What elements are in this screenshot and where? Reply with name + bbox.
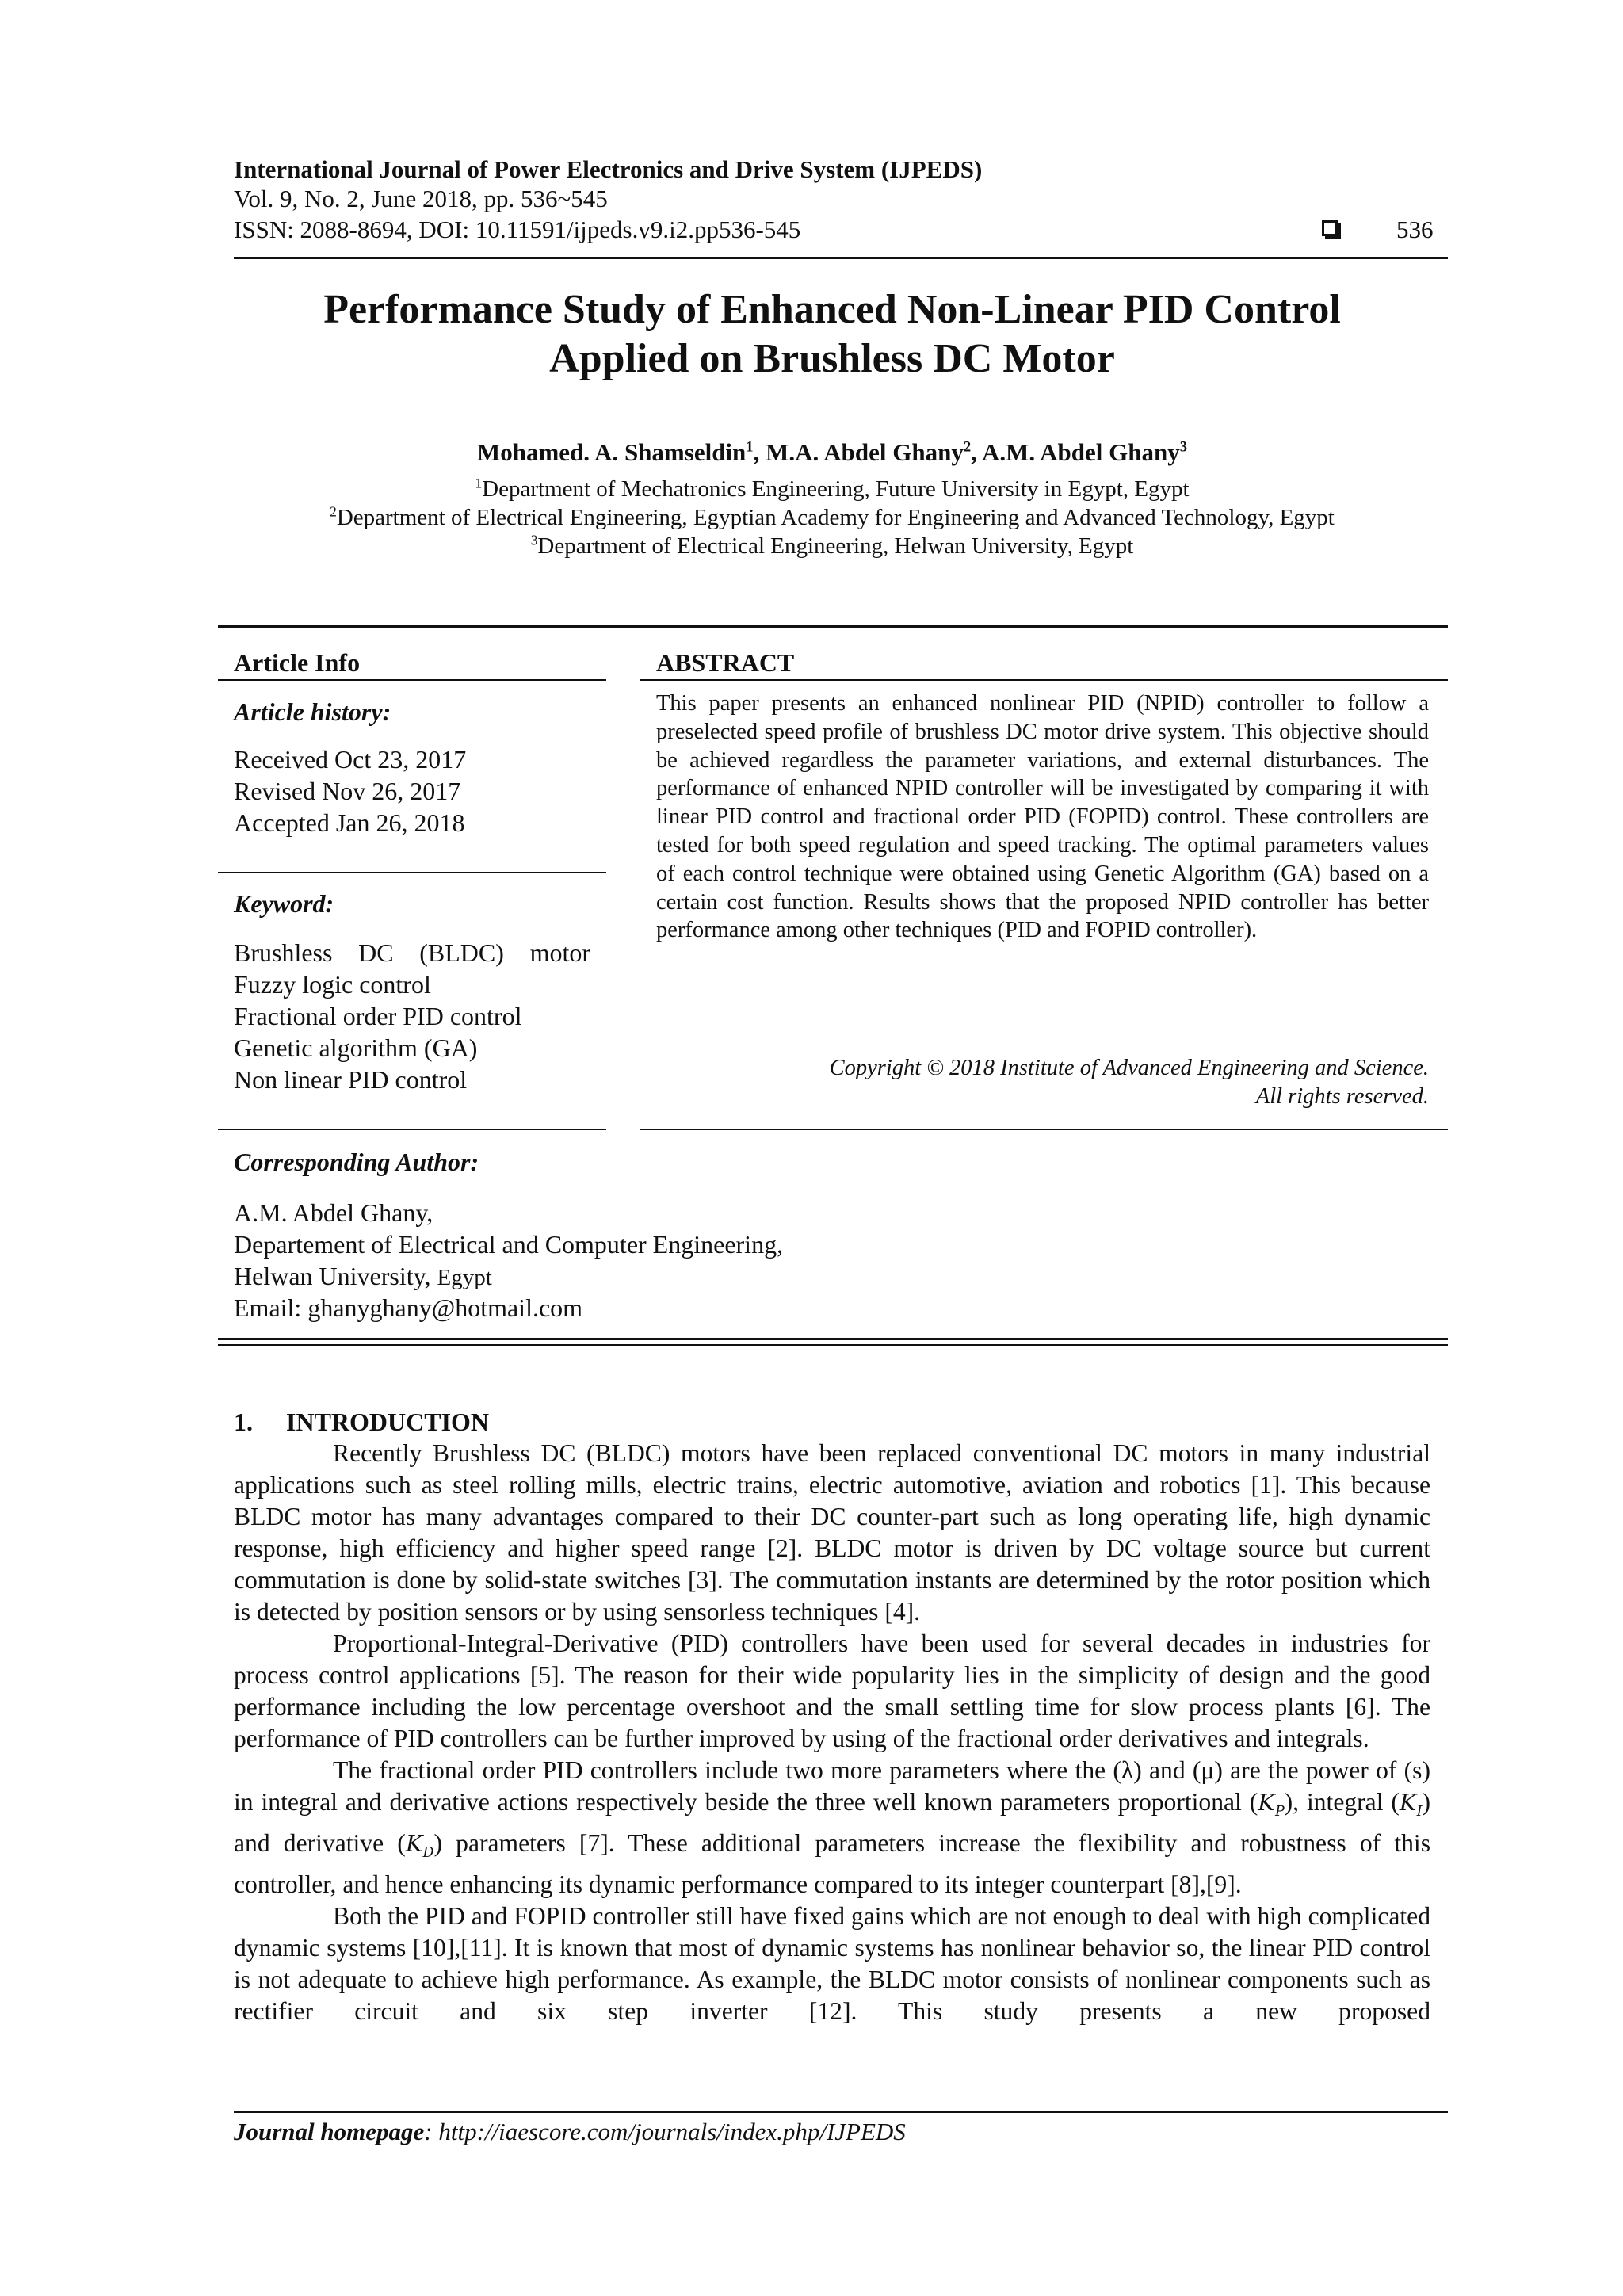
journal-homepage bbox=[234, 2118, 906, 2146]
intro-paragraph-2: Proportional-Integral-Derivative (PID) controllers have been used for several decades in industries for process control applications [5]. The reason for their wide popularity lies in the simplicity of design and the good performance including the low percentage overshoot and the small settling time for slow process plants [6]. The performance of PID controllers can be further improved by using of the fractional order derivatives and integrals. bbox=[234, 1629, 1430, 1752]
kd-symbol: $K_D$ bbox=[405, 1829, 434, 1861]
journal-name: International Journal of Power Electronics and Drive System (IJPEDS) bbox=[234, 155, 983, 183]
footer-rule bbox=[234, 2111, 1448, 2113]
copyright-line-1: Copyright © 2018 Institute of Advanced Engineering and Science. bbox=[829, 1056, 1429, 1080]
info-top-rule bbox=[218, 625, 1448, 628]
square-bullet-icon bbox=[1322, 220, 1338, 236]
article-history-heading: Article history: bbox=[234, 697, 391, 726]
keyword-3: Fractional order PID control bbox=[234, 1002, 522, 1030]
keyword-4: Genetic algorithm (GA) bbox=[234, 1033, 478, 1062]
corresponding-university: Helwan University, Egypt bbox=[234, 1262, 492, 1290]
accepted-date: Accepted Jan 26, 2018 bbox=[234, 808, 465, 837]
intro-paragraph-1: Recently Brushless DC (BLDC) motors have been replaced conventional DC motors in many industrial applications such as steel rolling mills, electric trains, electric automotive, aviation and robotics [1]. This because BLDC motor has many advantages compared to their DC counter-part such as long operating life, high dynamic response, high efficiency and higher speed range [2]. BLDC motor is driven by DC voltage source but current commutation is done by solid-state switches [3]. The commutation instants are determined by the rotor position which is detected by position sensors or by using sensorless techniques [4]. bbox=[234, 1439, 1430, 1626]
received-date: Received Oct 23, 2017 bbox=[234, 745, 467, 774]
copyright-line-2: All rights reserved. bbox=[1255, 1084, 1429, 1109]
corresponding-heading: Corresponding Author: bbox=[234, 1148, 479, 1176]
journal-homepage-url[interactable]: : http://iaescore.com/journals/index.php/IJPEDS bbox=[424, 2118, 906, 2145]
corresponding-country: Egypt bbox=[437, 1265, 492, 1290]
page-number: 536 bbox=[1396, 216, 1434, 243]
affiliation-2-text: Department of Electrical Engineering, Egyptian Academy for Engineering and Advanced Technology, Egypt bbox=[336, 505, 1335, 530]
introduction-number: 1. bbox=[234, 1408, 253, 1436]
info-bottom-rule-2 bbox=[218, 1344, 1448, 1346]
affiliation-1-sup: 1 bbox=[475, 475, 483, 491]
keyword-2: Fuzzy logic control bbox=[234, 970, 431, 999]
author-2: , M.A. Abdel Ghany bbox=[753, 438, 964, 466]
affiliation-2 bbox=[234, 505, 1430, 531]
corresponding-email: Email: ghanyghany@hotmail.com bbox=[234, 1293, 583, 1322]
affiliation-3 bbox=[234, 533, 1430, 560]
introduction-title: INTRODUCTION bbox=[286, 1408, 490, 1436]
abstract-bottom-rule bbox=[640, 1129, 1448, 1130]
revised-date: Revised Nov 26, 2017 bbox=[234, 777, 461, 805]
info-bottom-rule-1 bbox=[218, 1338, 1448, 1340]
corresponding-name: A.M. Abdel Ghany, bbox=[234, 1198, 433, 1227]
keyword-1: Brushless DC (BLDC) motor bbox=[234, 938, 590, 967]
article-info-heading: Article Info bbox=[234, 648, 361, 677]
introduction-body bbox=[234, 1438, 1430, 2027]
affiliation-3-text: Department of Electrical Engineering, Helwan University, Egypt bbox=[537, 533, 1134, 559]
issn-doi-line: ISSN: 2088-8694, DOI: 10.11591/ijpeds.v9.i2.pp536-545 bbox=[234, 216, 801, 243]
keyword-rule bbox=[218, 1129, 606, 1130]
affiliation-3-sup: 3 bbox=[530, 532, 538, 548]
introduction-heading bbox=[234, 1408, 489, 1437]
abstract-rule bbox=[640, 679, 1448, 681]
keyword-5: Non linear PID control bbox=[234, 1065, 468, 1094]
author-3: , A.M. Abdel Ghany bbox=[971, 438, 1180, 466]
author-1-sup: 1 bbox=[746, 438, 754, 456]
authors bbox=[234, 438, 1430, 467]
paper-title-line-1: Performance Study of Enhanced Non-Linear PID Control bbox=[323, 287, 1341, 332]
affiliation-1-text: Department of Mechatronics Engineering, Future University in Egypt, Egypt bbox=[482, 476, 1190, 502]
ki-symbol: $K_I$ bbox=[1399, 1789, 1423, 1820]
header-rule bbox=[234, 257, 1448, 259]
paper-title-line-2: Applied on Brushless DC Motor bbox=[549, 336, 1115, 381]
history-rule bbox=[218, 872, 606, 873]
author-1: Mohamed. A. Shamseldin bbox=[476, 438, 747, 466]
corresponding-department: Departement of Electrical and Computer Engineering, bbox=[234, 1230, 784, 1259]
intro-paragraph-4: Both the PID and FOPID controller still have fixed gains which are not enough to deal with high complicated dynamic systems [10],[11]. It is known that most of dynamic systems has nonlinear behavior so, the linear PID control is not adequate to achieve high performance. As example, the BLDC motor consists of nonlinear components such as rectifier circuit and six step inverter [12]. This study presents a new proposed bbox=[234, 1901, 1430, 2025]
abstract-text: This paper presents an enhanced nonlinear PID (NPID) controller to follow a preselected speed profile of brushless DC motor drive system. This objective should be achieved regardless the parameter variations, and external disturbances. The performance of enhanced NPID controller will be investigated by comparing it with linear PID control and fractional order PID (FOPID) control. These controllers are tested for both speed regulation and speed tracking. The optimal parameters values of each control technique were obtained using Genetic Algorithm (GA) based on a certain cost function. Results shows that the proposed NPID controller has better performance among other techniques (PID and FOPID controller). bbox=[656, 691, 1429, 943]
keyword-heading: Keyword: bbox=[234, 889, 334, 918]
author-2-sup: 2 bbox=[963, 438, 972, 456]
affiliation-1 bbox=[234, 476, 1430, 502]
affiliation-2-sup: 2 bbox=[330, 503, 337, 520]
volume-line: Vol. 9, No. 2, June 2018, pp. 536~545 bbox=[234, 185, 608, 212]
kp-symbol: $K_P$ bbox=[1258, 1789, 1285, 1820]
journal-homepage-label: Journal homepage bbox=[234, 2118, 425, 2145]
intro-paragraph-3: The fractional order PID controllers include two more parameters where the (λ) and (μ) are the power of (s) in integral and derivative actions respectively beside the three well known parameters proportional $(K_P)$, integral $(K_I)$ and derivative $(K_D)$ parameters [7]. These additional parameters increase the flexibility and robustness of this controller, and hence enhancing its dynamic performance compared to its integer counterpart [8],[9]. bbox=[234, 1756, 1430, 1898]
abstract-heading: ABSTRACT bbox=[656, 648, 795, 677]
article-info-rule bbox=[218, 679, 606, 681]
author-3-sup: 3 bbox=[1179, 438, 1188, 456]
